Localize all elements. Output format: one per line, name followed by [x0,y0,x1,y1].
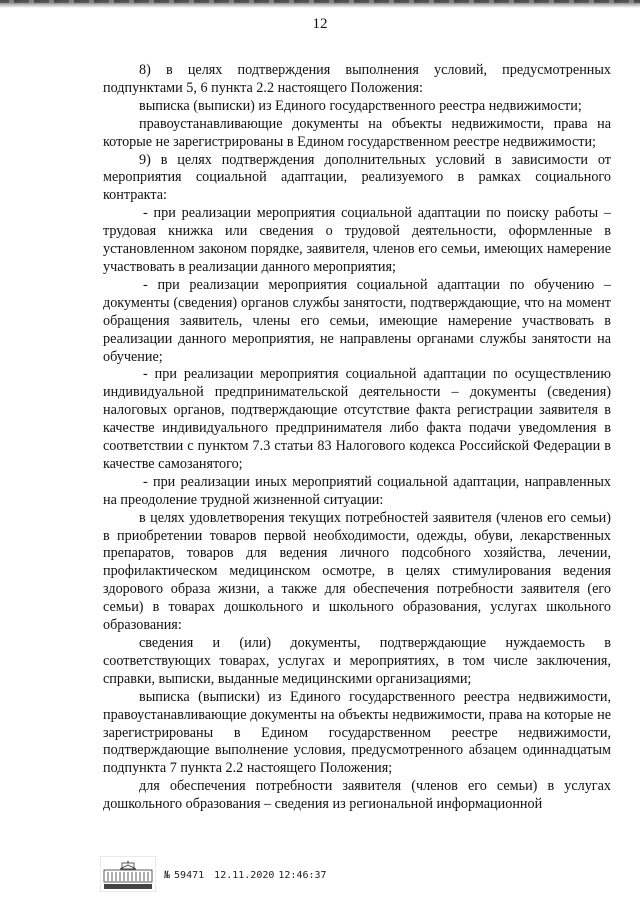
document-body [103,62,611,814]
list-item: - при реализации мероприятия социальной адаптации по осуществлению индивидуальной предпринимательской деятельности – документы (сведения) налоговых органов, подтверждающие отсутствие факта регистрации заявителя в качестве индивидуального предпринимателя либо факта подачи уведомления в соответствии с пунктом 7.3 статьи 83 Налогового кодекса Российской Федерации в качестве самозанятого; [103,366,611,472]
list-item: - при реализации мероприятия социальной адаптации по поиску работы – трудовая книжка или сведения о трудовой деятельности, оформленные в установленном законом порядке, заявителя, членов его семьи, имеющих намерение участвовать в реализации данного мероприятия; [103,205,611,275]
page-number: 12 [312,16,328,32]
list-item: - при реализации мероприятия социальной адаптации по обучению – документы (сведения) органов службы занятости, подтверждающие, что на момент обращения заявитель, члены его семьи, имеющие намерение участвовать в реализации данного мероприятия, не направлены органами службы занятости на обучение; [103,276,611,365]
document-registration-stamp [164,870,331,881]
paragraph: 9) в целях подтверждения дополнительных условий в зависимости от мероприятия социальной адаптации, реализуемого в рамках социального контракта: [103,151,611,204]
document-time: 12:46:37 [278,870,327,881]
paragraph: в целях удовлетворения текущих потребностей заявителя (членов его семьи) в приобретении товаров первой необходимости, одежды, обуви, лекарственных препаратов, товаров для ведения личного подсобного хозяйства, лечении, профилактическом медицинском осмотре, в целях стимулирования ведения здорового образа жизни, а также для обеспечения потребности заявителя (его семьи) в товарах дошкольного и школьного образования, услугах школьного образования: [103,509,611,634]
paragraph: для обеспечения потребности заявителя (членов его семьи) в услугах дошкольного образования – сведения из региональной информационной [103,778,611,813]
paragraph: выписка (выписки) из Единого государственного реестра недвижимости, правоустанавливающие документы на объекты недвижимости, права на которые не зарегистрированы в Едином государственном реестре недвижимости, подтверждающие выполнение условия, предусмотренного абзацем одиннадцатым подпункта 7 пункта 2.2 настоящего Положения; [103,688,611,777]
paragraph: 8) в целях подтверждения выполнения условий, предусмотренных подпунктами 5, 6 пункта 2.2 настоящего Положения: [103,62,611,96]
paragraph: сведения и (или) документы, подтверждающие нуждаемость в соответствующих товарах, услугах и мероприятиях, в том числе заключения, справки, выписки, выданные медицинскими организациями; [103,635,611,687]
document-footer [100,856,520,896]
paragraph: выписка (выписки) из Единого государственного реестра недвижимости; [139,97,582,114]
paragraph: правоустанавливающие документы на объекты недвижимости, права на которые не зарегистрированы в Едином государственном реестре недвижимости; [103,115,611,150]
scan-edge-artifact [0,0,640,8]
number-sign: № [164,870,171,881]
document-number: 59471 [174,870,205,881]
list-item: - при реализации иных мероприятий социальной адаптации, направленных на преодоление трудной жизненной ситуации: [103,473,611,508]
document-date: 12.11.2020 [214,870,275,881]
government-building-logo-icon [100,856,156,892]
